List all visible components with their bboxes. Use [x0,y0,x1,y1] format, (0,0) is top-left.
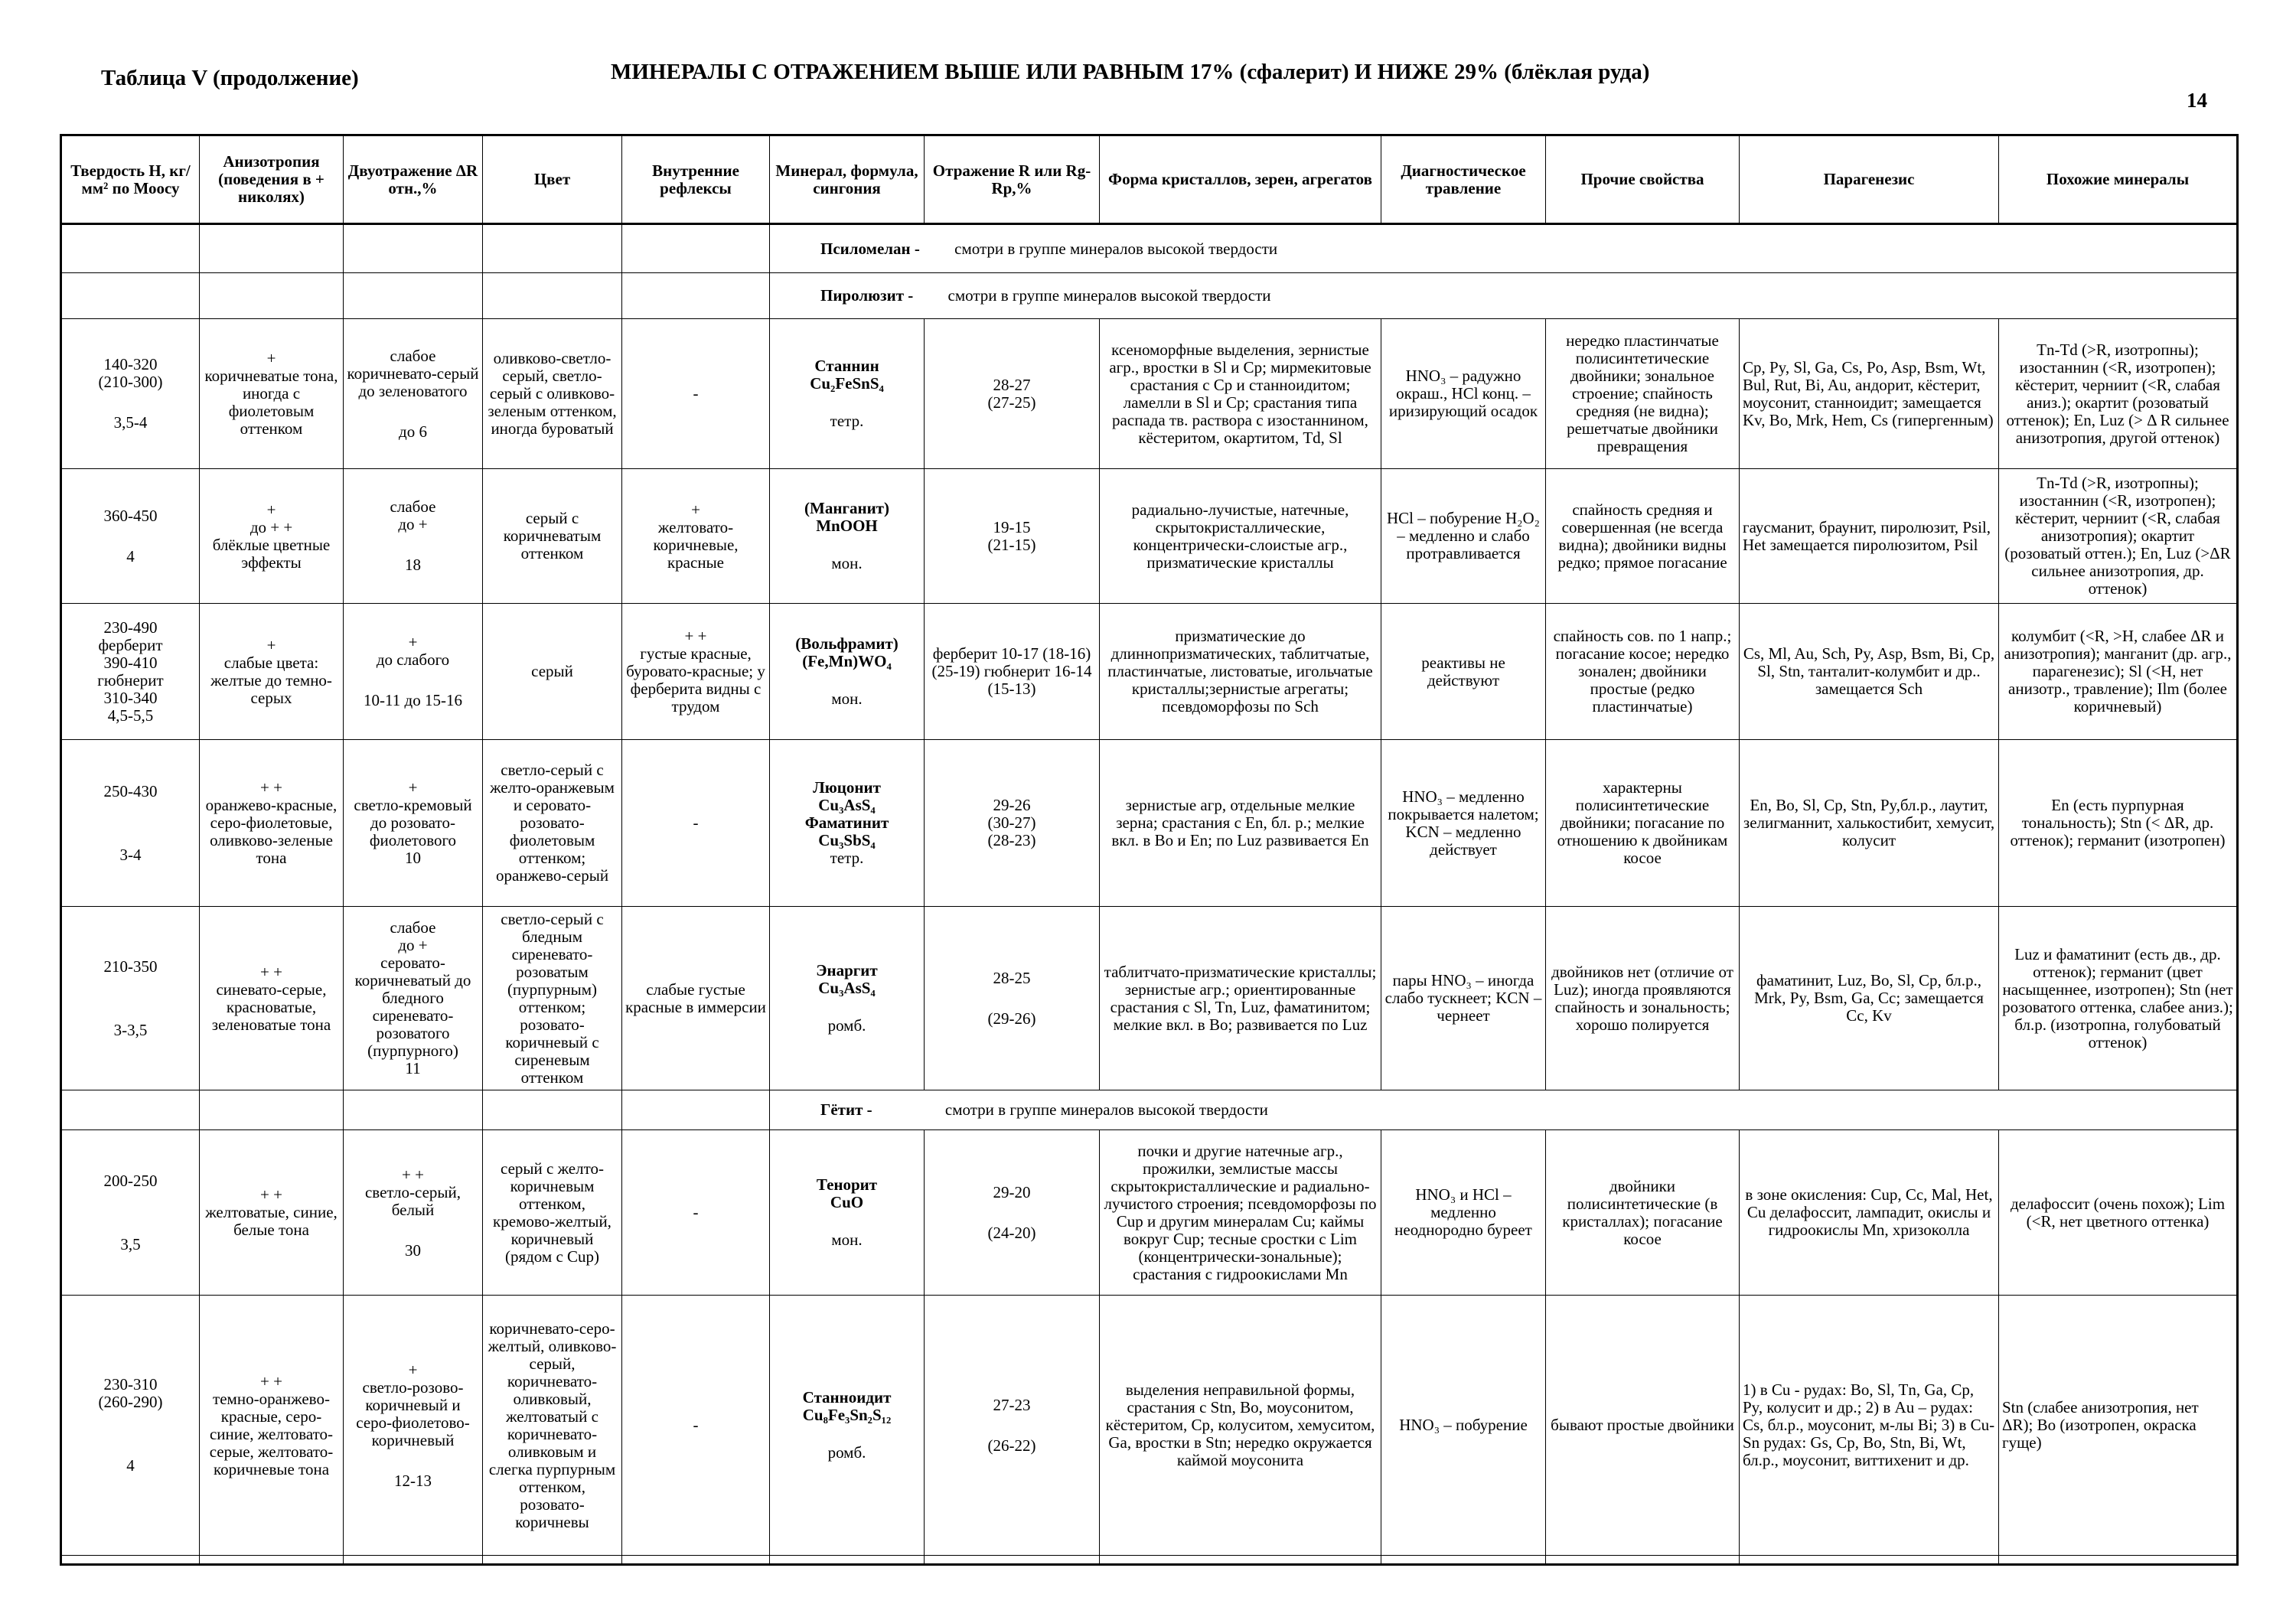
crystal-system: мон. [831,554,863,572]
crystal-form-text: таблитчато-призматические кристаллы; зернистые агр.; ориентированные срастания с Sl, Tn, Luz, фаматинитом; мелкие вкл. в Bo; развивается по Luz [1100,907,1381,1090]
anisotropy-text: оранжево-красные, серо-фиолетовые, оливково-зеленые тона [205,796,338,867]
mohs-value: 4 [126,546,135,566]
reflectance-value: 28-25 [993,968,1031,987]
similar-minerals-text: En (есть пурпурная тональность); Stn (< ΔR, др. оттенок); германит (изотропен) [1999,740,2238,907]
other-properties-text: характерны полисинтетические двойники; погасание по отношению к двойникам косое [1546,740,1740,907]
etching-text: реактивы не действуют [1381,604,1546,740]
reflectance-value: ферберит 10-17 (18-16) (25-19) гюбнерит 16-14 (15-13) [925,604,1100,740]
color-text: серый с желто-коричневым оттенком, кремово-желтый, коричневый (рядом с Cup) [483,1130,622,1296]
anisotropy-mark: + + [260,778,282,797]
crystal-system: ромб. [827,1016,866,1035]
similar-minerals-text: Tn-Td (>R, изотропны); изостаннин (<R, изотропен); кёстерит, черниит (<R, слабая анизотропия); окартит (розоватый оттен.); En, Luz (>ΔR сильнее анизотропия, др. оттенок) [1999,469,2238,604]
etching-text: HNO₃ – побурение [1381,1296,1546,1556]
anisotropy-text: коричневатые тона, иногда с фиолетовым оттенком [204,367,338,438]
bireflectance-text: слабое коричневато-серый до зеленоватого [347,346,479,400]
reflectance-value: 29-20 [993,1182,1031,1201]
bireflectance-text: слабое [390,918,436,937]
mineral-formula: Cu₃AsS₄ [818,796,876,814]
col-reflectance: Отражение R или Rg-Rp,% [925,135,1100,224]
mohs-value: 3,5 [120,1234,141,1253]
separator-note: смотри в группе минералов высокой твердости [944,1100,1268,1119]
hardness-value: 140-320 [103,355,158,373]
anisotropy-text: блёклые цветные эффекты [212,535,331,572]
crystal-system: мон. [831,1231,863,1249]
mineral-formula: CuO [830,1193,864,1211]
anisotropy-mark: + + [260,962,282,981]
mineral-name: (Манганит) [804,499,889,517]
hardness-label: гюбнерит [97,670,164,689]
reflectance-value: (29-26) [987,1009,1036,1028]
bireflectance-value: 30 [405,1240,421,1260]
paragenesis-text: фаматинит, Luz, Bo, Sl, Cp, бл.р., Mrk, Py, Bsm, Ga, Cc; замещается Cc, Kv [1740,907,1999,1090]
bireflectance-text: серовато-коричневатый до бледного сиреневато-розоватого (пурпурного) [354,953,471,1060]
mineral-name: Псиломелан - [820,239,920,258]
crystal-system: мон. [831,689,863,708]
etching-text: HNO₃ и HCl – медленно неоднородно буреет [1381,1130,1546,1296]
mohs-value: 4 [126,1456,135,1475]
table-row-enargite [61,907,2238,1090]
color-text: серый с коричневатым оттенком [483,469,622,604]
table-row-manganite [61,469,2238,604]
color-text: светло-серый с желто-оранжевым и серовато-розовато-фиолетовым оттенком; оранжево-серый [483,740,622,907]
table-row-psilomelane [61,224,2238,273]
anisotropy-mark: + + [260,1185,282,1204]
hardness-value: 230-490 [103,618,158,637]
bireflectance-mark: + [408,1360,418,1379]
table-row-goethite [61,1090,2238,1130]
anisotropy-text: слабые цвета: желтые до темно-серых [210,653,332,707]
bireflectance-text: светло-кремовый до розовато-фиолетового [354,796,472,849]
anisotropy-text: темно-оранжево-красные, серо-синие, желтовато-серые, желтовато-коричневые тона [209,1389,334,1478]
bireflectance-text: до + [398,515,428,533]
bireflectance-value: 12-13 [394,1471,432,1490]
table-footer-row [61,1556,2238,1565]
color-text: серый [483,604,622,740]
mohs-value: 4,5-5,5 [107,706,154,725]
other-properties-text: нередко пластинчатые полисинтетические двойники; зональное строение; спайность средняя (не видна); решетчатые двойники превращения [1546,319,1740,469]
bireflectance-mark: + [408,633,418,651]
bireflectance-text: до слабого [376,650,450,669]
paragenesis-text: Cp, Py, Sl, Ga, Cs, Po, Asp, Bsm, Wt, Bul, Rut, Bi, Au, андорит, кёстерит, моусонит, станноидит; замещается Kv, Bo, Mrk, Hem, Cs (гипергенным) [1740,319,1999,469]
paragenesis-text: 1) в Cu - рудах: Bo, Sl, Tn, Ga, Cp, Py, колусит и др.; 2) в Au – рудах: Cs, бл.р., моусонит, м-лы Bi; 3) в Cu-Sn рудах: Gs, Cp, Bo, Stn, Bi, Wt, бл.р., моусонит, виттихенит и др. [1740,1296,1999,1556]
mineral-name: Тенорит [816,1175,878,1194]
hardness-value: (210-300) [98,373,163,391]
mineral-name: Гётит - [820,1100,872,1119]
col-hardness: Твердость Н, кг/мм² по Моосу [61,135,200,224]
page-title: МИНЕРАЛЫ С ОТРАЖЕНИЕМ ВЫШЕ ИЛИ РАВНЫМ 17% (сфалерит) И НИЖЕ 29% (блёклая руда) [611,60,1650,84]
anisotropy-text: синевато-серые, красноватые, зеленоватые тона [211,980,331,1034]
table-row-tenorite [61,1130,2238,1296]
col-other-properties: Прочие свойства [1546,135,1740,224]
color-text: оливково-светло-серый, светло-серый с оливково-зеленым оттенком, иногда буроватый [483,319,622,469]
other-properties-text: двойники полисинтетические (в кристаллах); погасание косое [1546,1130,1740,1296]
crystal-form-text: радиально-лучистые, натечные, скрытокристаллические, концентрически-слоистые агр., призматические кристаллы [1100,469,1381,604]
crystal-form-text: ксеноморфные выделения, зернистые агр., вростки в Sl и Cp; мирмекитовые срастания с Cp и станноидитом; ламелли в Sl и Cp; срастания типа распада тв. раствора с изостаннином, кёстеритом, окартитом, Td, Sl [1100,319,1381,469]
table-label: Таблица V (продолжение) [101,66,359,90]
col-paragenesis: Парагенезис [1740,135,1999,224]
crystal-form-text: призматические до длиннопризматических, таблитчатые, пластинчатые, листоватые, игольчатые кристаллы;зернистые агрегаты; псевдоморфозы по Sch [1100,604,1381,740]
anisotropy-mark: до + + [249,517,293,536]
hardness-value: 390-410 [103,653,158,672]
anisotropy-mark: + + [260,1371,282,1390]
reflectance-value: 29-26 [993,796,1031,814]
mineral-name: Люцонит [813,778,881,797]
etching-text: HNO₃ – радужно окраш., HCl конц. – иризирующий осадок [1381,319,1546,469]
mineral-name: Станнин [814,357,879,375]
mohs-value: 3-4 [119,845,142,864]
bireflectance-mark: + [408,778,418,797]
reflectance-value: (26-22) [987,1436,1036,1455]
crystal-form-text: выделения неправильной формы, срастания с Stn, Bo, моусонитом, кёстеритом, Cp, колуситом, хемуситом, Ga, вростки в Stn; нередко окружается каймой моусонита [1100,1296,1381,1556]
anisotropy-mark: + [266,500,276,519]
paragenesis-text: гаусманит, браунит, пиролюзит, Psil, Het замещается пиролюзитом, Psil [1740,469,1999,604]
col-color: Цвет [483,135,622,224]
reflectance-value: 28-27 [993,375,1031,394]
reflexes-text: - [622,740,770,907]
bireflectance-text: светло-серый, белый [364,1182,461,1219]
mineral-formula: Cu₃AsS₄ [818,979,876,997]
bireflectance-value: 18 [405,556,421,574]
mineral-name: Станноидит [802,1388,892,1407]
reflectance-value: (30-27) [987,813,1036,832]
mohs-value: 3,5-4 [113,413,148,432]
color-text: коричневато-серо-желтый, оливково-серый, коричневато-оливковый, желтоватый с коричневато-оливковым и слегка пурпурным оттенком, розовато-коричневы [483,1296,622,1556]
minerals-table [60,134,2239,1566]
bireflectance-value: до 6 [399,422,427,441]
hardness-value: 360-450 [103,506,158,525]
hardness-value: 210-350 [103,957,158,976]
table-row-luzonite [61,740,2238,907]
mineral-formula: (Fe,Mn)WO₄ [802,652,892,670]
other-properties-text: двойников нет (отличие от Luz); иногда проявляются спайность и зональность; хорошо полируется [1546,907,1740,1090]
bireflectance-value: 10-11 до 15-16 [364,691,462,709]
similar-minerals-text: Tn-Td (>R, изотропны); изостаннин (<R, изотропен); кёстерит, черниит (<R, слабая аниз.); окартит (розоватый оттенок); En, Luz (> Δ R сильнее анизотропия, другой оттенок) [1999,319,2238,469]
etching-text: пары HNO₃ – иногда слабо тускнеет; KCN – чернеет [1381,907,1546,1090]
crystal-system: тетр. [830,849,864,867]
reflexes-text: - [622,1130,770,1296]
page-number: 14 [2187,89,2207,112]
bireflectance-value: 11 [405,1059,421,1077]
reflectance-value: (28-23) [987,831,1036,849]
mineral-name: Пиролюзит - [820,286,914,305]
crystal-form-text: зернистые агр, отдельные мелкие зерна; срастания с En, бл. р.; мелкие вкл. в Bo и En; по Luz развивается En [1100,740,1381,907]
crystal-system: ромб. [827,1443,866,1462]
col-anisotropy: Анизотропия (поведения в + николях) [200,135,344,224]
table-row-stannite [61,319,2238,469]
anisotropy-mark: + [266,349,276,367]
reflexes-mark: + + [684,627,707,645]
mineral-formula: Cu₃SbS₄ [818,831,876,849]
similar-minerals-text: Luz и фаматинит (есть дв., др. оттенок); германит (цвет насыщеннее, изотропен); Stn (нет розоватого оттенка, слабее аниз.); бл.р. (изотропна, голубоватый оттенок) [1999,907,2238,1090]
hardness-value: 310-340 [103,688,158,707]
crystal-system: тетр. [830,412,864,430]
mineral-formula: Cu₂FeSnS₄ [810,374,884,393]
hardness-label: ферберит [98,635,163,654]
separator-note: смотри в группе минералов высокой твердости [954,239,1278,258]
reflectance-value: (21-15) [987,535,1036,554]
reflectance-value: (24-20) [987,1223,1036,1242]
similar-minerals-text: колумбит (<R, >H, слабее ΔR и анизотропия); манганит (др. агр., парагенезис); Sl (<H, нет анизотр., травление); Ilm (более коричневый) [1999,604,2238,740]
crystal-form-text: почки и другие натечные агр., прожилки, землистые массы скрытокристаллические и радиально-лучистого строения; псевдоморфозы по Cup и другим минералам Cu; каймы вокруг Cup; тесные сростки с Lim (концентрически-зональные); срастания с гидроокислами Mn [1100,1130,1381,1296]
table-row-stannoidite [61,1296,2238,1556]
mineral-formula: Cu₈Fe₃Sn₂S₁₂ [802,1406,892,1424]
mineral-name: Фаматинит [804,813,889,832]
col-etching: Диагностическое травление [1381,135,1546,224]
other-properties-text: бывают простые двойники [1546,1296,1740,1556]
reflexes-text: - [622,319,770,469]
bireflectance-value: 10 [405,849,421,867]
bireflectance-text: до + [398,936,428,954]
col-mineral: Минерал, формула, сингония [770,135,925,224]
anisotropy-text: желтоватые, синие, белые тона [205,1203,338,1239]
table-row-pyrolusite [61,273,2238,319]
mineral-formula: MnOOH [816,517,878,535]
similar-minerals-text: Stn (слабее анизотропия, нет ΔR); Bo (изотропен, окраска гуще) [1999,1296,2238,1556]
paragenesis-text: Cs, Ml, Au, Sch, Py, Asp, Bsm, Bi, Cp, Sl, Stn, танталит-колумбит и др.. замещается Sch [1740,604,1999,740]
hardness-value: (260-290) [98,1393,163,1411]
reflexes-mark: + [691,500,700,519]
mohs-value: 3-3,5 [113,1020,148,1039]
reflexes-text: желтовато-коричневые, красные [653,517,739,572]
mineral-name: (Вольфрамит) [795,634,899,653]
hardness-value: 230-310 [103,1375,158,1393]
col-crystal-form: Форма кристаллов, зерен, агрегатов [1100,135,1381,224]
paragenesis-text: в зоне окисления: Cup, Cc, Mal, Het, Cu делафоссит, лампадит, окислы и гидроокислы Mn, хризоколла [1740,1130,1999,1296]
etching-text: HNO₃ – медленно покрывается налетом; KCN – медленно действует [1381,740,1546,907]
etching-text: HCl – побурение H₂O₂ – медленно и слабо протравливается [1381,469,1546,604]
reflectance-value: 27-23 [993,1395,1031,1414]
paragenesis-text: En, Bo, Sl, Cp, Stn, Py,бл.р., лаутит, зелигманнит, халькостибит, хемусит, колусит [1740,740,1999,907]
table-header-row [61,135,2238,224]
color-text: светло-серый с бледным сиреневато-розоватым (пурпурным) оттенком; розовато-коричневый с сиреневым оттенком [483,907,622,1090]
reflectance-value: (27-25) [987,393,1036,412]
other-properties-text: спайность средняя и совершенная (не всегда видна); двойники видны редко; прямое погасание [1546,469,1740,604]
reflexes-text: слабые густые красные в иммерсии [622,907,770,1090]
table-row-wolframite [61,604,2238,740]
bireflectance-text: слабое [390,497,436,516]
reflexes-text: густые красные, буровато-красные; у ферберита видны с трудом [626,644,765,715]
col-similar-minerals: Похожие минералы [1999,135,2238,224]
col-internal-reflexes: Внутренние рефлексы [622,135,770,224]
hardness-value: 200-250 [103,1171,158,1190]
anisotropy-mark: + [266,635,276,654]
col-bireflectance: Двуотражение ΔR отн.,% [344,135,483,224]
reflectance-value: 19-15 [993,517,1031,536]
hardness-value: 250-430 [103,781,158,800]
bireflectance-mark: + + [402,1165,424,1184]
mineral-name: Энаргит [816,961,878,980]
separator-note: смотри в группе минералов высокой твердости [947,286,1271,305]
reflexes-text: - [622,1296,770,1556]
bireflectance-text: светло-розово-коричневый и серо-фиолетово-коричневый [356,1377,470,1449]
similar-minerals-text: делафоссит (очень похож); Lim (<R, нет цветного оттенка) [1999,1130,2238,1296]
other-properties-text: спайность сов. по 1 напр.; погасание косое; нередко зонален; двойники простые (редко пластинчатые) [1546,604,1740,740]
